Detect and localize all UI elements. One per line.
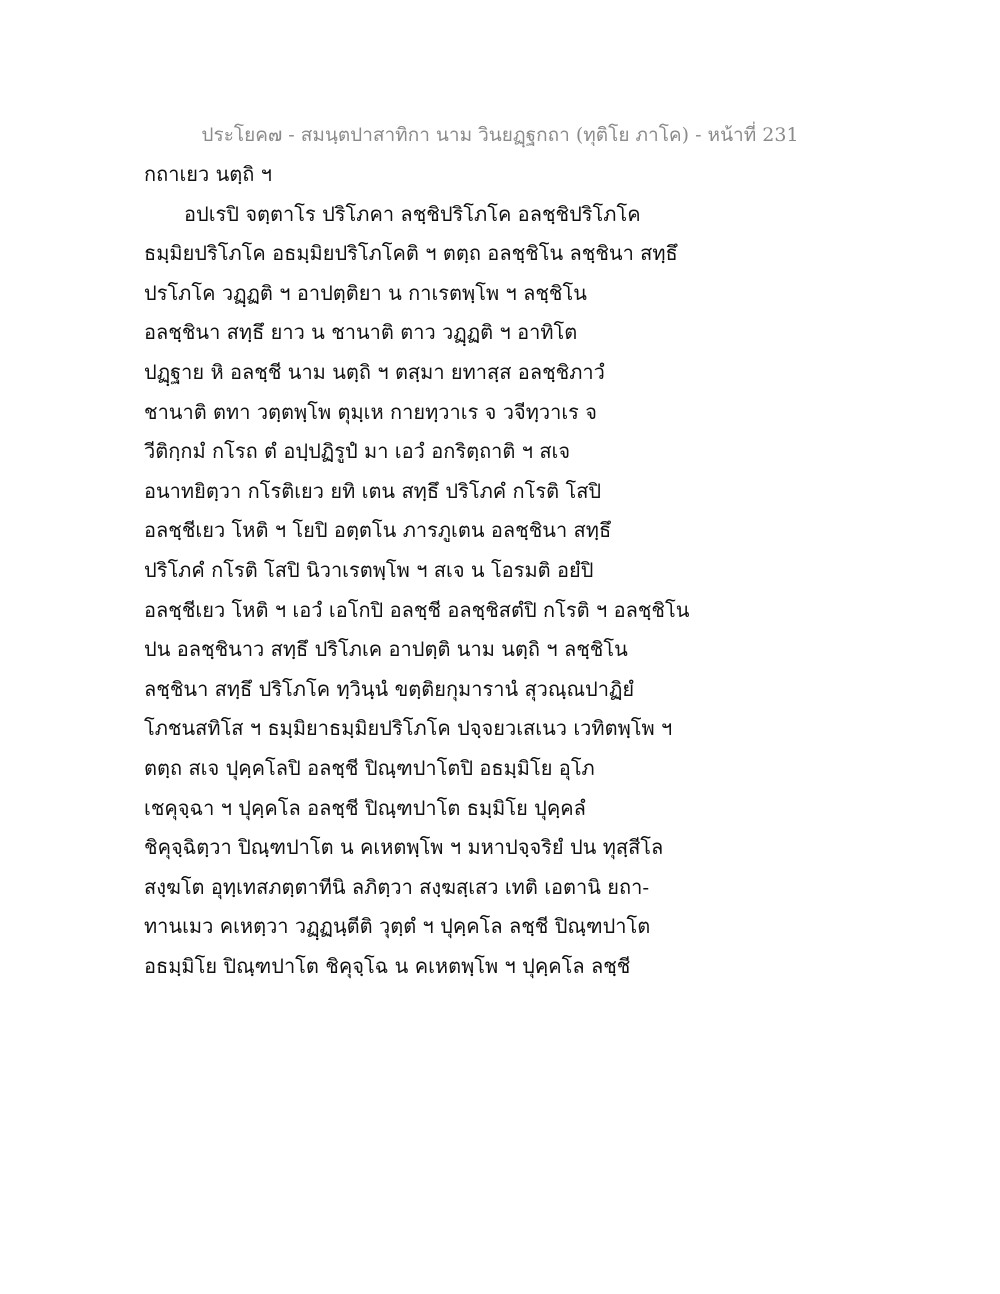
text-line: ธมฺมิยปริโภโค อธมฺมิยปริโภโคติ ฯ ตตฺถ อลชฺชิโน ลชฺชินา สทฺธึ [144,241,678,266]
body-text [144,155,744,986]
text-line: ชานาติ ตทา วตฺตพฺโพ ตุมฺเห กายทฺวาเร จ วจีทฺวาเร จ [144,399,597,424]
text-line: อลชฺชีเยว โหติ ฯ โยปิ อตฺตโน ภารภูเตน อลชฺชินา สทฺธึ [144,518,612,543]
text-line: อนาทยิตฺวา กโรติเยว ยทิ เตน สทฺธึ ปริโภคํ กโรติ โสปิ [144,478,602,503]
text-line: วีติกฺกมํ กโรถ ตํ อปฺปฏิรูปํ มา เอวํ อกริตฺถาติ ฯ สเจ [144,439,571,464]
text-line: ตตฺถ สเจ ปุคฺคโลปิ อลชฺชี ปิณฺฑปาโตปิ อธมฺมิโย อุโภ [144,755,595,780]
text-line: ทานเมว คเหตฺวา วฏฺฏนฺตีติ วุตฺตํ ฯ ปุคฺคโล ลชฺชี ปิณฺฑปาโต [144,914,651,939]
text-line: อปเรปิ จตฺตาโร ปริโภคา ลชฺชิปริโภโค อลชฺชิปริโภโค [184,201,641,226]
text-line: ปน อลชฺชินาว สทฺธึ ปริโภเค อาปตฺติ นาม นตฺถิ ฯ ลชฺชิโน [144,637,628,662]
text-line: ชิคุจฺฉิตฺวา ปิณฺฑปาโต น คเหตพฺโพ ฯ มหาปจฺจริยํ ปน ทุสฺสีโล [144,835,664,860]
text-line: โภชนสทิโส ฯ ธมฺมิยาธมฺมิยปริโภโค ปจฺจยวเสเนว เวทิตพฺโพ ฯ [144,716,673,741]
text-line: เชคุจฺฉา ฯ ปุคฺคโล อลชฺชี ปิณฺฑปาโต ธมฺมิโย ปุคฺคลํ [144,795,586,820]
text-line: ปฏฺฐาย หิ อลชฺชี นาม นตฺถิ ฯ ตสฺมา ยทาสฺส อลชฺชิภาวํ [144,359,605,384]
text-line: สงฺฆโต อุทฺเทสภตฺตาทีนิ ลภิตฺวา สงฺฆสฺเสว เทติ เอตานิ ยถา- [144,874,650,899]
text-line: อธมฺมิโย ปิณฺฑปาโต ชิคุจฺโฉ น คเหตพฺโพ ฯ ปุคฺคโล ลชฺชี [144,953,631,978]
page-header: ประโยค๗ - สมนฺตปาสาทิกา นาม วินยฏฺฐกถา (ทุติโย ภาโค) - หน้าที่ 231 [201,124,799,146]
text-line: อลชฺชินา สทฺธึ ยาว น ชานาติ ตาว วฏฺฏติ ฯ อาทิโต [144,320,578,345]
text-line: กถาเยว นตฺถิ ฯ [144,162,272,186]
text-line: อลชฺชีเยว โหติ ฯ เอวํ เอโกปิ อลชฺชี อลชฺชิสตํปิ กโรติ ฯ อลชฺชิโน [144,597,690,622]
text-line: ลชฺชินา สทฺธึ ปริโภโค ทฺวินฺนํ ขตฺติยกุมารานํ สุวณฺณปาฏิยํ [144,676,635,701]
text-line: ปรโภโค วฏฺฏติ ฯ อาปตฺติยา น กาเรตพฺโพ ฯ ลชฺชิโน [144,280,587,305]
text-line: ปริโภคํ กโรติ โสปิ นิวาเรตพฺโพ ฯ สเจ น โอรมติ อยํปิ [144,557,594,582]
